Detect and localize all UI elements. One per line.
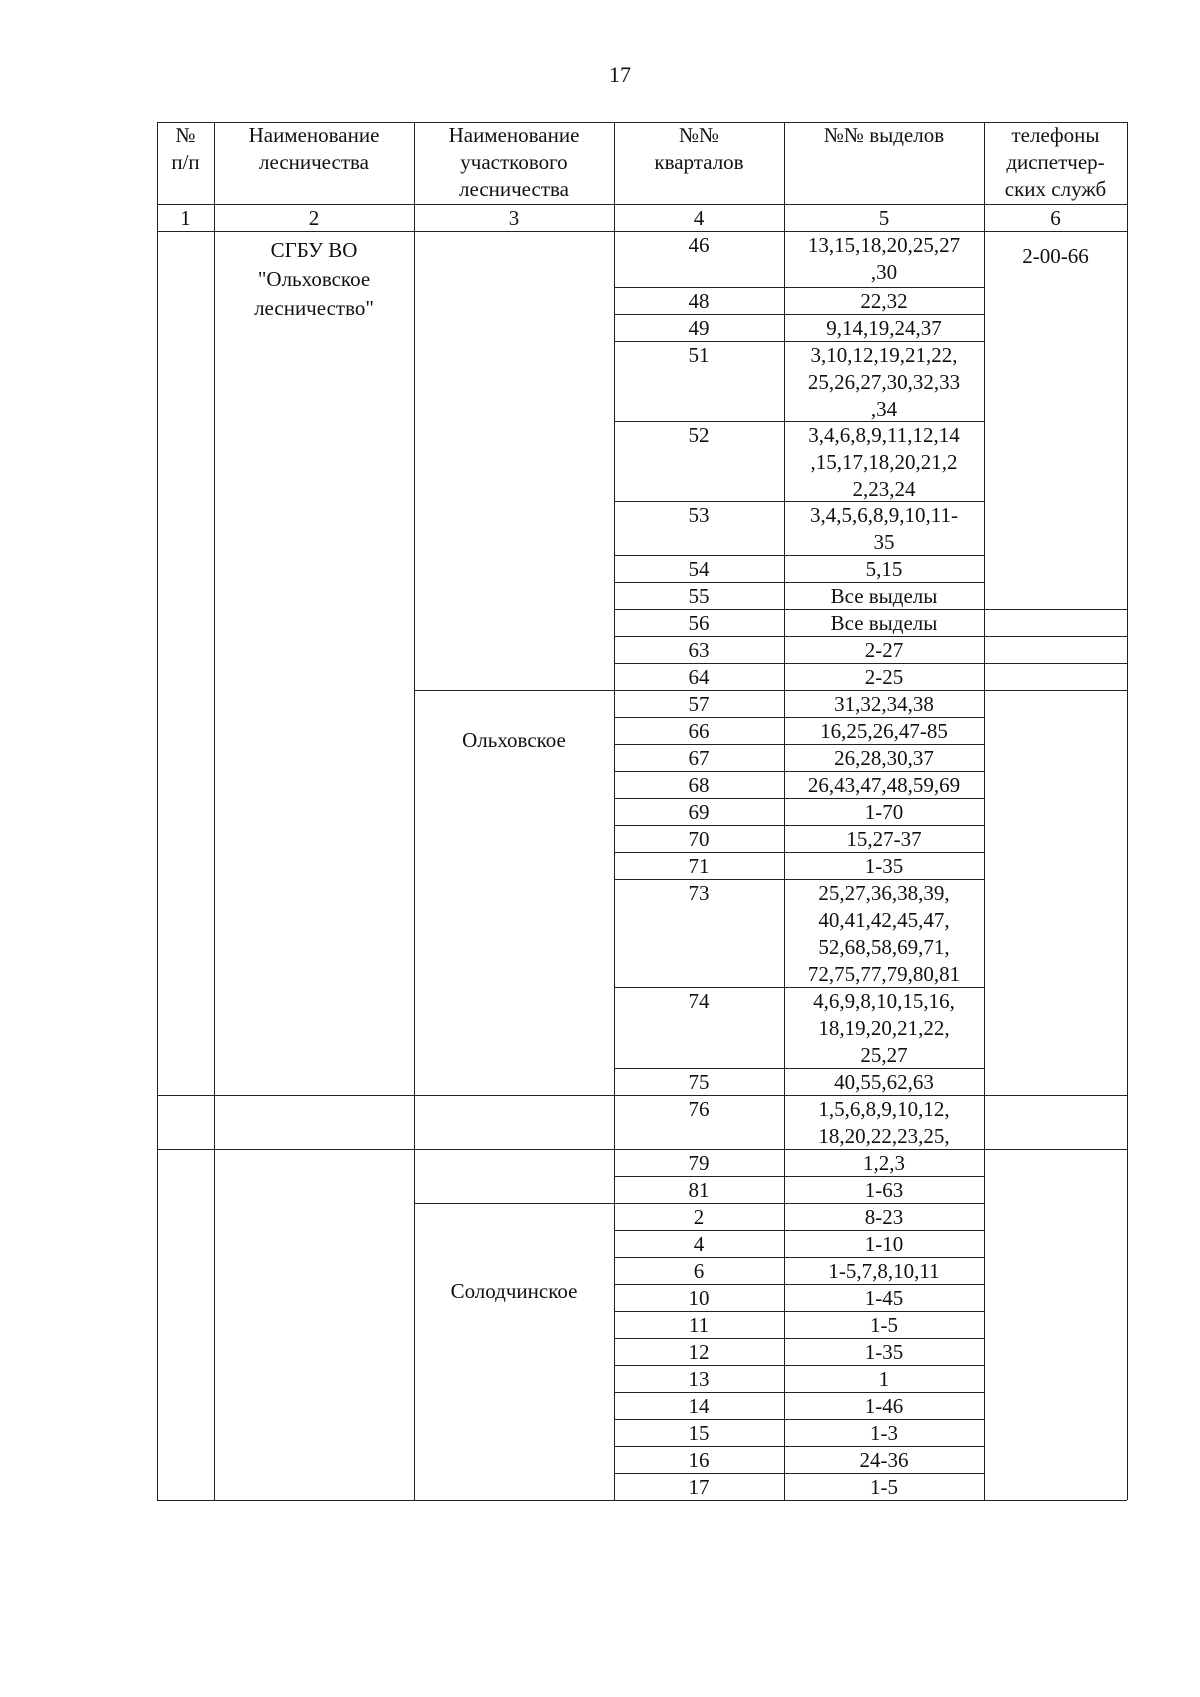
kvartal-cell: 16 [688,1448,710,1472]
district-solodchinskoe: Солодчинское [450,1279,578,1303]
column-number: 1 [180,206,191,230]
kvartal-cell: 73 [688,881,710,905]
vydely-cell: 31,32,34,38 [834,692,934,716]
vydely-cell: 1-70 [864,800,904,824]
header-col4: №№ кварталов [654,123,744,174]
vydely-cell: 1-35 [864,854,904,878]
kvartal-cell: 46 [688,233,710,257]
kvartal-cell: 74 [688,989,710,1013]
vydely-cell: 24-36 [859,1448,909,1472]
column-number: 5 [878,206,890,230]
grid-line [984,663,1127,664]
vydely-cell: 1-5 [870,1475,898,1499]
kvartal-cell: 51 [688,343,710,367]
vydely-cell: 3,10,12,19,21,22, 25,26,27,30,32,33 ,34 [807,343,961,421]
vydely-cell: 1-5,7,8,10,11 [828,1259,940,1283]
vydely-cell: 40,55,62,63 [834,1070,934,1094]
kvartal-cell: 69 [688,800,710,824]
vydely-cell: 1-35 [864,1340,904,1364]
grid-line [414,122,415,1500]
dispatch-phone: 2-00-66 [1022,244,1089,268]
vydely-cell: 1-46 [864,1394,904,1418]
kvartal-cell: 11 [688,1313,710,1337]
kvartal-cell: 79 [688,1151,710,1175]
kvartal-cell: 81 [688,1178,710,1202]
header-col5: №№ выделов [823,123,945,147]
column-number: 6 [1050,206,1061,230]
vydely-cell: 3,4,5,6,8,9,10,11- 35 [810,503,958,554]
kvartal-cell: 64 [688,665,710,689]
header-col6: телефоны диспетчер- ских служб [1004,123,1107,201]
kvartal-cell: 70 [688,827,710,851]
column-number: 3 [508,206,520,230]
header-col3: Наименование участкового лесничества [448,123,580,201]
vydely-cell: 4,6,9,8,10,15,16, 18,19,20,21,22, 25,27 [813,989,955,1067]
vydely-cell: 1-3 [870,1421,898,1445]
grid-line [984,636,1127,637]
vydely-cell: 13,15,18,20,25,27 ,30 [807,233,961,284]
kvartal-cell: 71 [688,854,710,878]
grid-line [1127,122,1128,1500]
kvartal-cell: 54 [688,557,710,581]
vydely-cell: 2-27 [864,638,904,662]
grid-line [157,122,1127,123]
vydely-cell: 26,43,47,48,59,69 [807,773,961,797]
kvartal-cell: 17 [688,1475,710,1499]
kvartal-cell: 76 [688,1097,710,1121]
vydely-cell: 1 [878,1367,890,1391]
vydely-cell: Все выделы [830,611,938,635]
vydely-cell: 15,27-37 [846,827,922,851]
vydely-cell: 1-10 [864,1232,904,1256]
kvartal-cell: 67 [688,746,710,770]
kvartal-cell: 63 [688,638,710,662]
kvartal-cell: 13 [688,1367,710,1391]
kvartal-cell: 49 [688,316,710,340]
kvartal-cell: 68 [688,773,710,797]
kvartal-cell: 15 [688,1421,710,1445]
vydely-cell: 26,28,30,37 [834,746,934,770]
kvartal-cell: 14 [688,1394,710,1418]
kvartal-cell: 52 [688,423,710,447]
kvartal-cell: 6 [693,1259,705,1283]
vydely-cell: 1,2,3 [863,1151,905,1175]
forestry-name: СГБУ ВО "Ольховское лесничество" [254,238,374,320]
kvartal-cell: 75 [688,1070,710,1094]
vydely-cell: 5,15 [865,557,903,581]
district-olkhovskoe: Ольховское [462,728,566,752]
kvartal-cell: 2 [693,1205,705,1229]
vydely-cell: 1-45 [864,1286,904,1310]
kvartal-cell: 57 [688,692,710,716]
grid-line [157,204,1127,205]
grid-line [414,690,614,691]
vydely-cell: 8-23 [864,1205,904,1229]
header-col1: № п/п [171,123,200,174]
vydely-cell: Все выделы [830,584,938,608]
grid-line [214,122,215,1500]
vydely-cell: 9,14,19,24,37 [826,316,942,340]
kvartal-cell: 48 [688,289,710,313]
grid-line [984,609,1127,610]
vydely-cell: 2-25 [864,665,904,689]
kvartal-cell: 53 [688,503,710,527]
grid-line [157,122,158,1500]
grid-line [984,690,1127,691]
page-number: 17 [609,62,631,87]
kvartal-cell: 10 [688,1286,710,1310]
kvartal-cell: 55 [688,584,710,608]
forestry-table [157,122,1137,1597]
column-number: 2 [308,206,320,230]
vydely-cell: 16,25,26,47-85 [820,719,948,743]
grid-line [414,1203,614,1204]
vydely-cell: 3,4,6,8,9,11,12,14 ,15,17,18,20,21,2 2,23,24 [808,423,960,501]
vydely-cell: 1-5 [870,1313,898,1337]
vydely-cell: 22,32 [860,289,908,313]
vydely-cell: 1-63 [864,1178,904,1202]
kvartal-cell: 12 [688,1340,710,1364]
kvartal-cell: 4 [693,1232,705,1256]
grid-line [984,122,985,1500]
column-number: 4 [693,206,705,230]
vydely-cell: 1,5,6,8,9,10,12, 18,20,22,23,25, [818,1097,950,1148]
header-col2: Наименование лесничества [248,123,380,174]
kvartal-cell: 66 [688,719,710,743]
kvartal-cell: 56 [688,611,710,635]
vydely-cell: 25,27,36,38,39, 40,41,42,45,47, 52,68,58,69,71, 72,75,77,79,80,81 [807,881,961,986]
